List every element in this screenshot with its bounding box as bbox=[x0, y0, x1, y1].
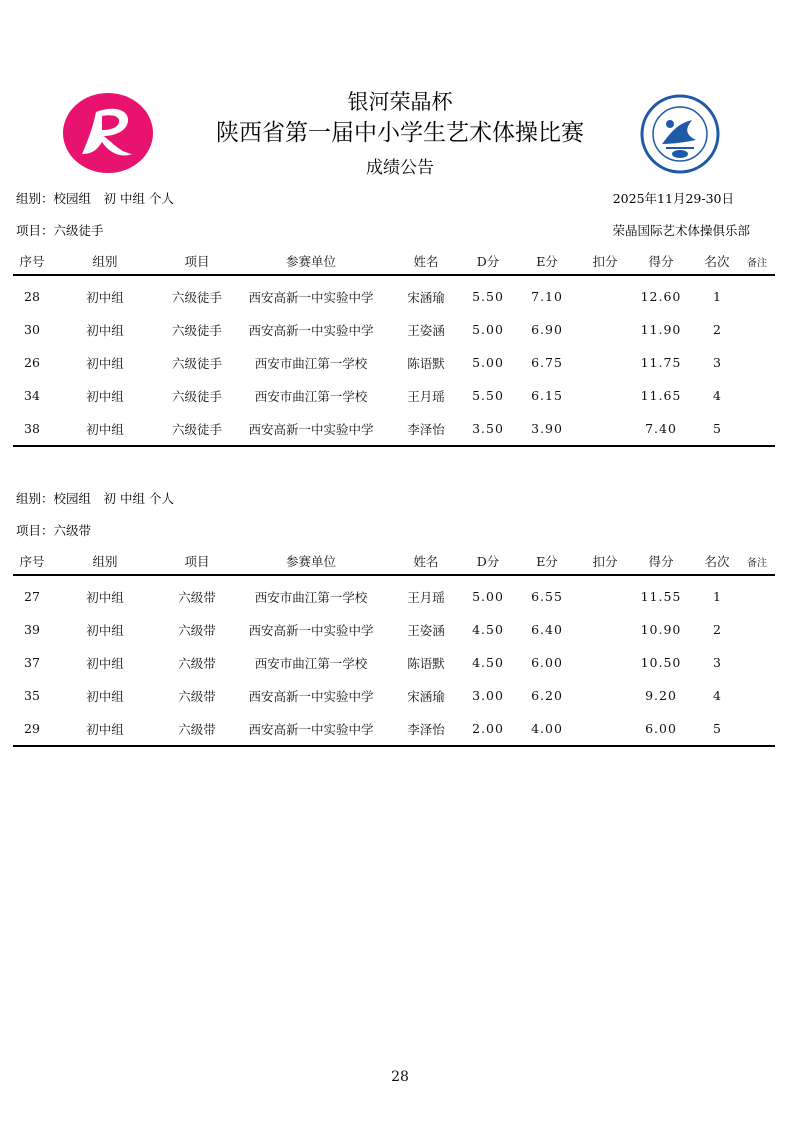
cell-deduct bbox=[583, 575, 627, 613]
cell-no: 26 bbox=[24, 355, 40, 370]
cell-score: 10.50 bbox=[640, 655, 682, 670]
cell-d: 4.50 bbox=[472, 655, 504, 670]
cell-deduct bbox=[583, 712, 627, 746]
cell-event: 六级带 bbox=[178, 721, 216, 737]
cell-event: 六级带 bbox=[178, 655, 216, 671]
cell-deduct bbox=[583, 646, 627, 679]
cell-unit: 西安高新一中实验中学 bbox=[248, 322, 374, 338]
table-row bbox=[13, 313, 775, 346]
cell-no: 27 bbox=[24, 589, 40, 604]
cell-rank: 2 bbox=[713, 322, 721, 337]
cell-no: 34 bbox=[24, 388, 40, 403]
cell-unit: 西安高新一中实验中学 bbox=[248, 688, 374, 704]
cell-d: 2.00 bbox=[472, 721, 504, 736]
section-1-event: 项目：六级徒手 bbox=[16, 223, 104, 238]
table-row bbox=[13, 575, 775, 613]
col-note: 备注 bbox=[739, 548, 775, 575]
cell-name: 王姿涵 bbox=[407, 322, 445, 338]
cell-unit: 西安市曲江第一学校 bbox=[254, 655, 368, 671]
cell-score: 10.90 bbox=[640, 622, 682, 637]
table-row bbox=[13, 712, 775, 746]
col-name: 姓名 bbox=[387, 248, 465, 275]
cell-score: 6.00 bbox=[645, 721, 677, 736]
cell-group: 初中组 bbox=[86, 622, 124, 638]
cell-score: 11.90 bbox=[640, 322, 682, 337]
cell-event: 六级徒手 bbox=[171, 355, 222, 371]
section-1-date: 2025年11月29-30日 bbox=[612, 191, 734, 206]
cell-d: 3.00 bbox=[472, 688, 504, 703]
cell-deduct bbox=[583, 346, 627, 379]
cell-event: 六级徒手 bbox=[171, 388, 222, 404]
col-deduct: 扣分 bbox=[583, 548, 627, 575]
cell-score: 7.40 bbox=[645, 421, 677, 436]
col-no: 序号 bbox=[13, 548, 51, 575]
table-row bbox=[13, 379, 775, 412]
cell-rank: 5 bbox=[713, 721, 721, 736]
col-note: 备注 bbox=[739, 248, 775, 275]
cell-unit: 西安高新一中实验中学 bbox=[248, 721, 374, 737]
col-deduct: 扣分 bbox=[583, 248, 627, 275]
cell-name: 陈语默 bbox=[407, 655, 445, 671]
cell-event: 六级徒手 bbox=[171, 289, 222, 305]
table-row bbox=[13, 412, 775, 446]
col-group: 组别 bbox=[51, 548, 159, 575]
cell-event: 六级带 bbox=[178, 688, 216, 704]
cell-rank: 3 bbox=[713, 355, 721, 370]
cell-no: 35 bbox=[24, 688, 40, 703]
table-row bbox=[13, 346, 775, 379]
cell-group: 初中组 bbox=[86, 289, 124, 305]
cell-score: 12.60 bbox=[640, 289, 682, 304]
table-row bbox=[13, 646, 775, 679]
table-row bbox=[13, 275, 775, 313]
table-row bbox=[13, 613, 775, 646]
table-header-row bbox=[13, 548, 775, 575]
cell-note bbox=[739, 313, 775, 346]
col-name: 姓名 bbox=[387, 548, 465, 575]
cell-d: 3.50 bbox=[472, 421, 504, 436]
cell-no: 37 bbox=[24, 655, 40, 670]
col-unit: 参赛单位 bbox=[235, 548, 387, 575]
col-score: 得分 bbox=[627, 248, 695, 275]
cell-rank: 5 bbox=[713, 421, 721, 436]
cell-rank: 4 bbox=[713, 388, 721, 403]
cell-group: 初中组 bbox=[86, 388, 124, 404]
cell-group: 初中组 bbox=[86, 421, 124, 437]
cell-deduct bbox=[583, 679, 627, 712]
table-row bbox=[13, 679, 775, 712]
cell-group: 初中组 bbox=[86, 655, 124, 671]
cell-e: 6.75 bbox=[531, 355, 563, 370]
cell-unit: 西安高新一中实验中学 bbox=[248, 421, 374, 437]
cell-e: 3.90 bbox=[531, 421, 563, 436]
cell-d: 5.00 bbox=[472, 589, 504, 604]
cell-e: 6.20 bbox=[531, 688, 563, 703]
cell-unit: 西安高新一中实验中学 bbox=[248, 622, 374, 638]
cell-e: 6.15 bbox=[531, 388, 563, 403]
cell-group: 初中组 bbox=[86, 589, 124, 605]
cell-unit: 西安市曲江第一学校 bbox=[254, 355, 368, 371]
col-event: 项目 bbox=[159, 248, 235, 275]
section-1-group: 组别：校园组 初 中组 个人 bbox=[16, 191, 174, 206]
cell-name: 王月瑶 bbox=[407, 589, 445, 605]
cell-no: 39 bbox=[24, 622, 40, 637]
col-group: 组别 bbox=[51, 248, 159, 275]
cell-name: 陈语默 bbox=[407, 355, 445, 371]
cell-unit: 西安高新一中实验中学 bbox=[248, 289, 374, 305]
col-unit: 参赛单位 bbox=[235, 248, 387, 275]
col-no: 序号 bbox=[13, 248, 51, 275]
cell-e: 6.55 bbox=[531, 589, 563, 604]
col-e: E分 bbox=[511, 548, 583, 575]
cell-rank: 3 bbox=[713, 655, 721, 670]
col-d: D分 bbox=[465, 548, 511, 575]
col-rank: 名次 bbox=[695, 248, 739, 275]
cell-deduct bbox=[583, 313, 627, 346]
cell-d: 5.50 bbox=[472, 289, 504, 304]
cell-note bbox=[739, 679, 775, 712]
section-1-club: 荣晶国际艺术体操俱乐部 bbox=[612, 223, 750, 238]
title-cup: 银河荣晶杯 bbox=[347, 90, 453, 114]
cell-event: 六级徒手 bbox=[171, 421, 222, 437]
cell-note bbox=[739, 379, 775, 412]
cell-e: 6.40 bbox=[531, 622, 563, 637]
cell-score: 11.65 bbox=[640, 388, 682, 403]
cell-deduct bbox=[583, 379, 627, 412]
cell-event: 六级徒手 bbox=[171, 322, 222, 338]
section-2-event: 项目：六级带 bbox=[16, 523, 92, 538]
cell-e: 4.00 bbox=[531, 721, 563, 736]
cell-name: 李泽怡 bbox=[407, 421, 445, 437]
cell-d: 5.50 bbox=[472, 388, 504, 403]
cell-score: 11.75 bbox=[640, 355, 682, 370]
cell-e: 7.10 bbox=[531, 289, 563, 304]
cell-e: 6.90 bbox=[531, 322, 563, 337]
cell-name: 李泽怡 bbox=[407, 721, 445, 737]
cell-d: 5.00 bbox=[472, 322, 504, 337]
col-score: 得分 bbox=[627, 548, 695, 575]
cell-no: 30 bbox=[24, 322, 40, 337]
section-2-group: 组别：校园组 初 中组 个人 bbox=[16, 491, 174, 506]
cell-note bbox=[739, 346, 775, 379]
cell-d: 4.50 bbox=[472, 622, 504, 637]
cell-name: 宋涵瑜 bbox=[407, 289, 445, 305]
cell-note bbox=[739, 275, 775, 313]
cell-no: 38 bbox=[24, 421, 40, 436]
cell-group: 初中组 bbox=[86, 721, 124, 737]
cell-score: 9.20 bbox=[645, 688, 677, 703]
cell-no: 29 bbox=[24, 721, 40, 736]
cell-unit: 西安市曲江第一学校 bbox=[254, 388, 368, 404]
cell-group: 初中组 bbox=[86, 355, 124, 371]
col-d: D分 bbox=[465, 248, 511, 275]
cell-group: 初中组 bbox=[86, 322, 124, 338]
cell-deduct bbox=[583, 613, 627, 646]
title-announcement: 成绩公告 bbox=[366, 158, 434, 178]
title-competition: 陕西省第一届中小学生艺术体操比赛 bbox=[216, 120, 584, 146]
cell-group: 初中组 bbox=[86, 688, 124, 704]
cell-event: 六级带 bbox=[178, 622, 216, 638]
cell-name: 王月瑶 bbox=[407, 388, 445, 404]
results-table-2 bbox=[13, 548, 775, 747]
cell-deduct bbox=[583, 275, 627, 313]
cell-note bbox=[739, 712, 775, 746]
cell-event: 六级带 bbox=[178, 589, 216, 605]
cell-note bbox=[739, 613, 775, 646]
cell-name: 宋涵瑜 bbox=[407, 688, 445, 704]
cell-name: 王姿涵 bbox=[407, 622, 445, 638]
cell-unit: 西安市曲江第一学校 bbox=[254, 589, 368, 605]
table-header-row bbox=[13, 248, 775, 275]
page-number: 28 bbox=[391, 1069, 409, 1085]
cell-note bbox=[739, 412, 775, 446]
col-e: E分 bbox=[511, 248, 583, 275]
cell-no: 28 bbox=[24, 289, 40, 304]
cell-note bbox=[739, 646, 775, 679]
col-rank: 名次 bbox=[695, 548, 739, 575]
results-table-1 bbox=[13, 248, 775, 447]
cell-rank: 2 bbox=[713, 622, 721, 637]
cell-e: 6.00 bbox=[531, 655, 563, 670]
cell-rank: 1 bbox=[713, 289, 721, 304]
cell-rank: 4 bbox=[713, 688, 721, 703]
cell-score: 11.55 bbox=[640, 589, 682, 604]
cell-note bbox=[739, 575, 775, 613]
cell-deduct bbox=[583, 412, 627, 446]
col-event: 项目 bbox=[159, 548, 235, 575]
cell-rank: 1 bbox=[713, 589, 721, 604]
cell-d: 5.00 bbox=[472, 355, 504, 370]
